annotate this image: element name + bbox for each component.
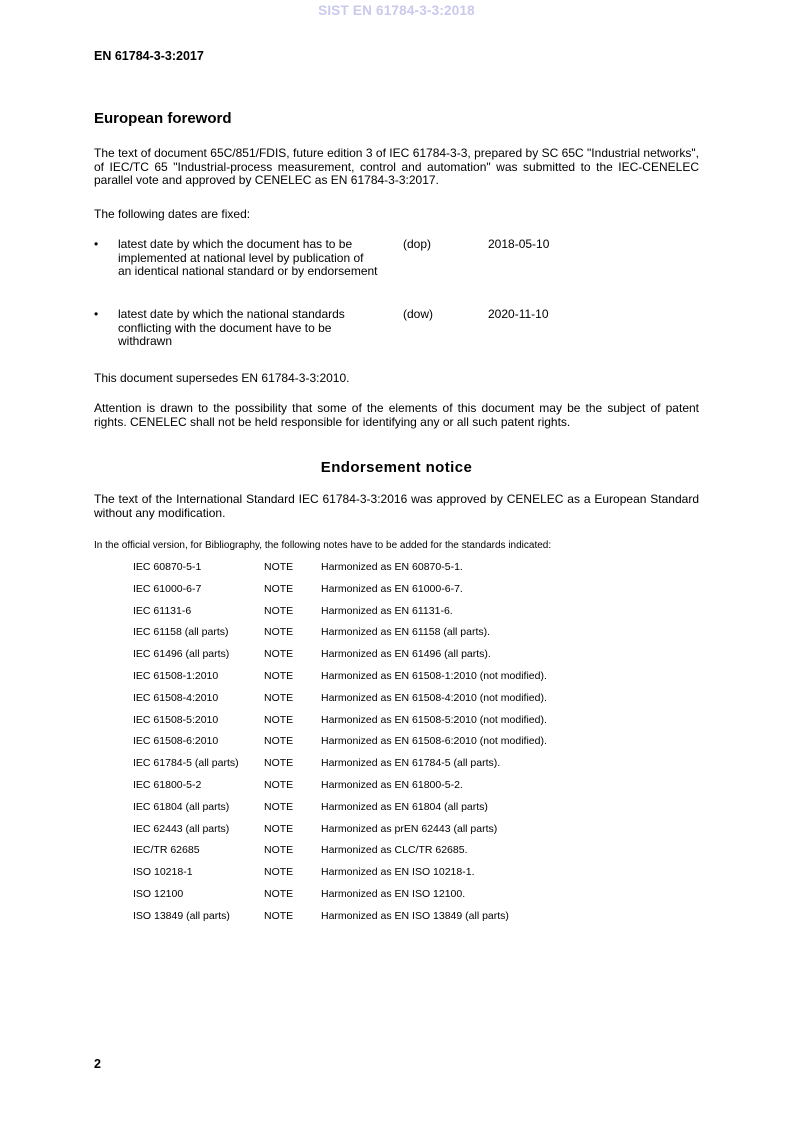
- harmonized-cell: Harmonized as prEN 62443 (all parts): [321, 822, 498, 835]
- date-item-text: latest date by which the national standards conflicting with the document have to be withdrawn: [118, 307, 345, 348]
- standard-cell: IEC 61508-5:2010: [133, 713, 219, 726]
- note-cell: NOTE: [264, 844, 294, 857]
- standard-cell: IEC 61000-6-7: [133, 582, 202, 595]
- standard-cell: IEC 61131-6: [133, 604, 192, 617]
- harmonized-cell: Harmonized as EN ISO 13849 (all parts): [321, 909, 509, 922]
- standard-cell: IEC 61496 (all parts): [133, 648, 230, 661]
- note-cell: NOTE: [264, 757, 294, 770]
- standard-cell: IEC 61508-4:2010: [133, 691, 219, 704]
- patent-rights-paragraph: Attention is drawn to the possibility that some of the elements of this document may be the subject of patent rights. CENELEC shall not be held responsible for identifying any or all such patent rights.: [94, 401, 699, 429]
- note-cell: NOTE: [264, 604, 294, 617]
- harmonized-cell: Harmonized as EN 61158 (all parts).: [321, 626, 491, 639]
- note-cell: NOTE: [264, 887, 294, 900]
- foreword-title: European foreword: [94, 110, 232, 127]
- standard-cell: IEC 61158 (all parts): [133, 626, 229, 639]
- bibliography-intro: In the official version, for Bibliography, the following notes have to be added for the standards indicated:: [94, 540, 552, 551]
- note-cell: NOTE: [264, 669, 294, 682]
- standard-cell: ISO 13849 (all parts): [133, 909, 230, 922]
- standard-cell: IEC 61784-5 (all parts): [133, 757, 239, 770]
- note-cell: NOTE: [264, 800, 294, 813]
- note-cell: NOTE: [264, 561, 294, 573]
- harmonized-cell: Harmonized as EN 61800-5-2.: [321, 778, 463, 791]
- harmonized-cell: Harmonized as EN 61508-6:2010 (not modified).: [321, 735, 547, 748]
- harmonized-cell: Harmonized as EN 61000-6-7.: [321, 582, 463, 595]
- note-cell: NOTE: [264, 735, 294, 748]
- endorsement-text: The text of the International Standard IEC 61784-3-3:2016 was approved by CENELEC as a European Standard without any modification.: [94, 492, 699, 520]
- harmonized-cell: Harmonized as EN 61508-1:2010 (not modified).: [321, 669, 547, 682]
- harmonized-cell: Harmonized as EN 61784-5 (all parts).: [321, 757, 501, 770]
- date-item-date: 2020-11-10: [488, 307, 549, 321]
- bullet-icon: •: [94, 237, 99, 251]
- standard-cell: IEC 61800-5-2: [133, 778, 202, 791]
- date-item-code: (dow): [403, 307, 434, 321]
- note-cell: NOTE: [264, 778, 294, 791]
- note-cell: NOTE: [264, 866, 294, 879]
- date-item-date: 2018-05-10: [488, 237, 550, 251]
- standard-cell: IEC 62443 (all parts): [133, 822, 230, 835]
- standard-cell: ISO 12100: [133, 887, 184, 900]
- note-cell: NOTE: [264, 582, 294, 595]
- harmonized-cell: Harmonized as EN 60870-5-1.: [321, 561, 463, 573]
- note-cell: NOTE: [264, 909, 294, 922]
- standard-cell: IEC 60870-5-1: [133, 561, 202, 573]
- harmonized-cell: Harmonized as EN 61131-6.: [321, 604, 453, 617]
- endorsement-title: Endorsement notice: [320, 459, 473, 476]
- date-item-text: latest date by which the document has to be implemented at national level by publication of an identical national standard or by endorsement: [118, 237, 378, 278]
- harmonized-cell: Harmonized as EN 61496 (all parts).: [321, 648, 491, 661]
- document-code-header: EN 61784-3-3:2017: [94, 49, 204, 63]
- harmonized-cell: Harmonized as EN 61508-4:2010 (not modified).: [321, 691, 547, 704]
- supersedes-statement: This document supersedes EN 61784-3-3:2010.: [94, 371, 350, 385]
- bullet-icon: •: [94, 307, 99, 321]
- harmonized-cell: Harmonized as EN 61804 (all parts): [321, 800, 488, 813]
- watermark: SIST EN 61784-3-3:2018: [318, 3, 475, 18]
- note-cell: NOTE: [264, 648, 294, 661]
- dates-intro: The following dates are fixed:: [94, 207, 251, 221]
- harmonized-cell: Harmonized as EN 61508-5:2010 (not modified).: [321, 713, 547, 726]
- standard-cell: ISO 10218-1: [133, 866, 193, 879]
- standard-cell: IEC/TR 62685: [133, 844, 200, 857]
- standard-cell: IEC 61508-6:2010: [133, 735, 219, 748]
- note-cell: NOTE: [264, 822, 294, 835]
- page-number: 2: [94, 1057, 101, 1071]
- harmonized-cell: Harmonized as CLC/TR 62685.: [321, 844, 468, 857]
- foreword-intro-paragraph: The text of document 65C/851/FDIS, future edition 3 of IEC 61784-3-3, prepared by SC 65C "Industrial networks", of IEC/TC 65 "Industrial-process measurement, control and automation" was submitted to the IEC-CENELEC parallel vote and approved by CENELEC as EN 61784-3-3:2017.: [94, 146, 699, 187]
- note-cell: NOTE: [264, 691, 294, 704]
- note-cell: NOTE: [264, 626, 294, 639]
- date-item-code: (dop): [403, 237, 432, 251]
- harmonized-cell: Harmonized as EN ISO 10218-1.: [321, 866, 475, 879]
- standard-cell: IEC 61508-1:2010: [133, 669, 219, 682]
- note-cell: NOTE: [264, 713, 294, 726]
- standard-cell: IEC 61804 (all parts): [133, 800, 230, 813]
- harmonized-cell: Harmonized as EN ISO 12100.: [321, 887, 466, 900]
